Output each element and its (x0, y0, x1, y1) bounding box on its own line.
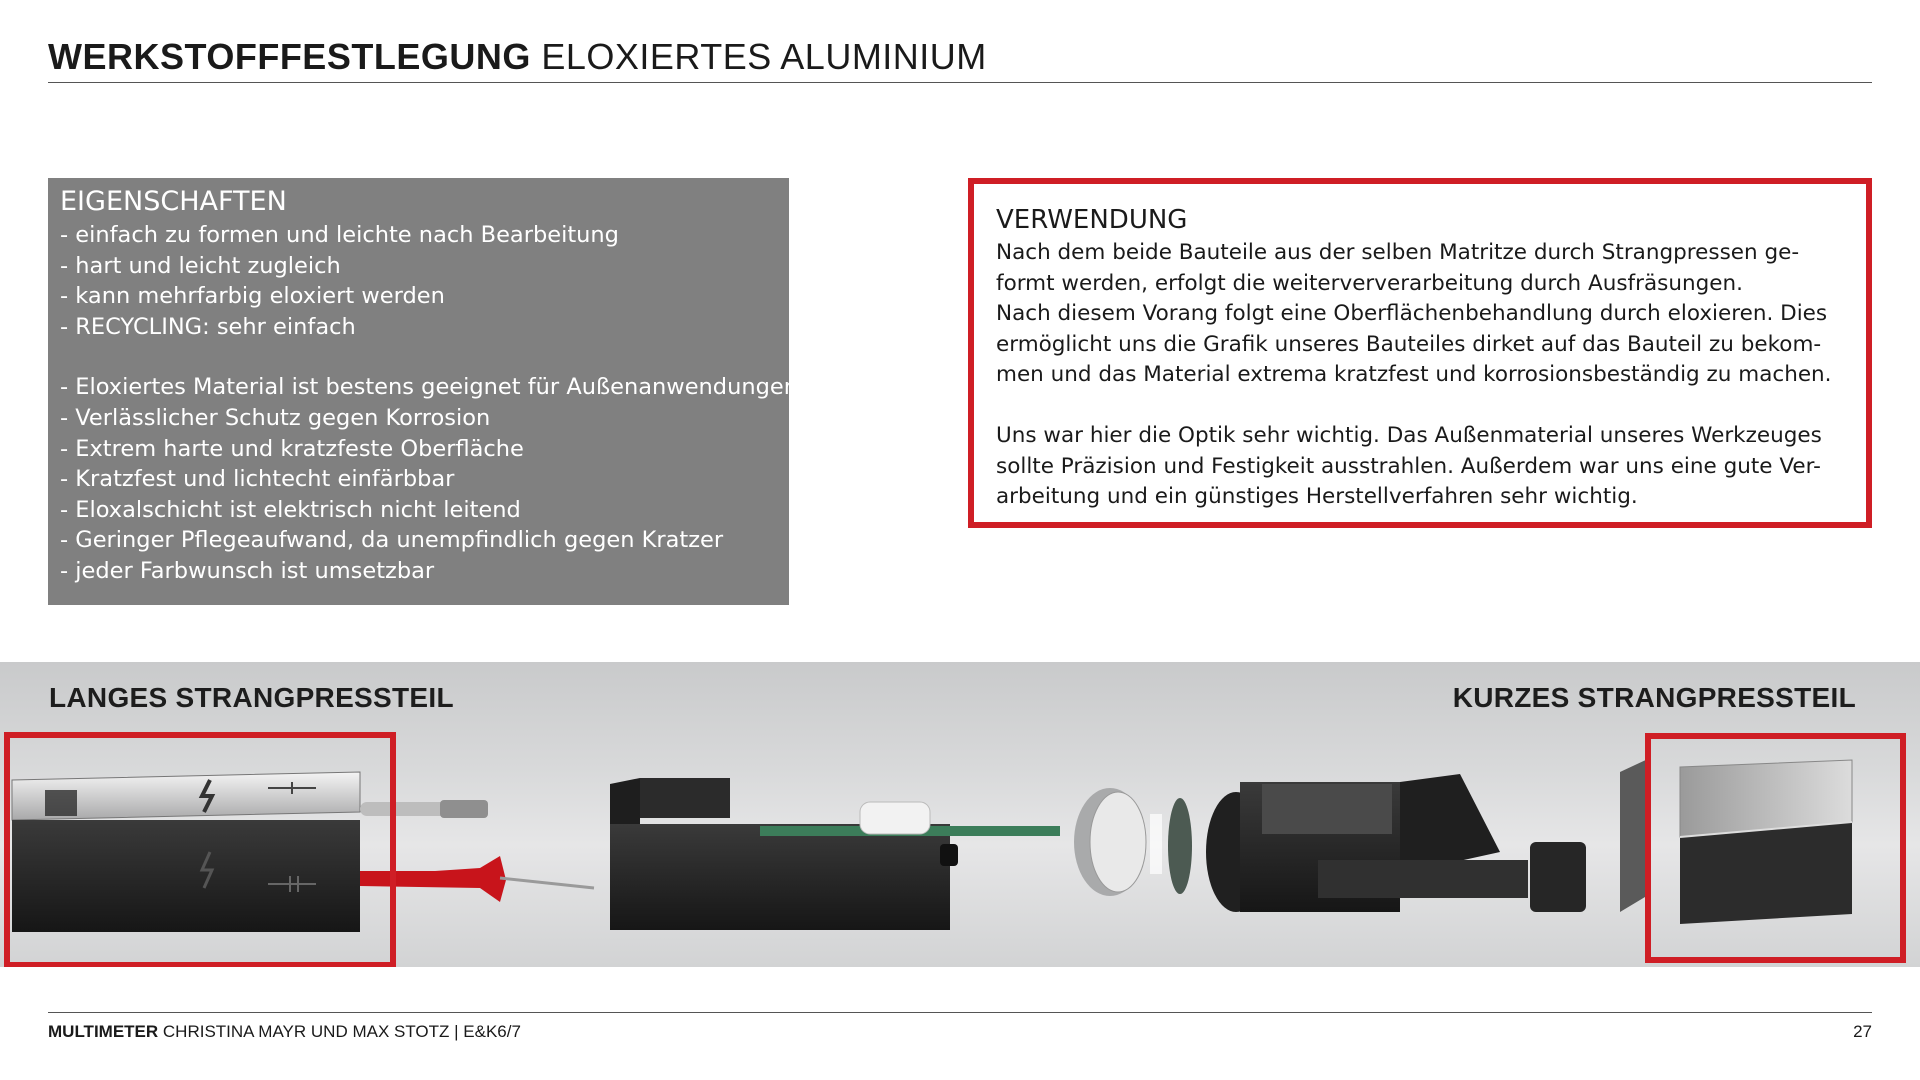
properties-item: - Geringer Pflegeaufwand, da unempfindlich gegen Kratzer (60, 527, 724, 554)
usage-line: sollte Präzision und Festigkeit ausstrahlen. Außerdem war uns eine gute Ver- (996, 453, 1821, 479)
properties-item: - jeder Farbwunsch ist umsetzbar (60, 557, 435, 584)
usage-panel (968, 178, 1872, 528)
properties-item: - kann mehrfarbig eloxiert werden (60, 283, 445, 310)
usage-line: arbeitung und ein günstiges Herstellverfahren sehr wichtig. (996, 484, 1638, 510)
properties-item: - hart und leicht zugleich (60, 252, 341, 279)
page-title (48, 36, 987, 78)
usage-line: formt werden, erfolgt die weiterververarbeitung durch Ausfräsungen. (996, 270, 1743, 296)
footer-authors: CHRISTINA MAYR UND MAX STOTZ | E&K6/7 (162, 1022, 521, 1041)
usage-line: Nach diesem Vorang folgt eine Oberflächenbehandlung durch eloxieren. Dies (996, 301, 1828, 327)
properties-item: - Eloxalschicht ist elektrisch nicht leitend (60, 496, 521, 523)
properties-item: - Verlässlicher Schutz gegen Korrosion (60, 404, 491, 431)
footer-credits (48, 1022, 521, 1042)
exploded-view-render (0, 662, 1920, 967)
properties-item: - einfach zu formen und leichte nach Bearbeitung (60, 222, 619, 248)
display-module (1074, 788, 1192, 896)
rotary-switch-housing (1206, 774, 1586, 912)
properties-item: - RECYCLING: sehr einfach (60, 313, 356, 340)
usage-line: Uns war hier die Optik sehr wichtig. Das Außenmaterial unseres Werkzeuges (996, 422, 1822, 448)
short-extrusion-label: KURZES STRANGPRESSTEIL (1452, 682, 1856, 713)
long-extrusion-label: LANGES STRANGPRESSTEIL (49, 682, 454, 713)
footer-brand: MULTIMETER (48, 1022, 159, 1041)
usage-paragraph-design (996, 421, 1844, 513)
properties-item: - Kratzfest und lichtecht einfärbbar (60, 466, 455, 493)
page-title-light: ELOXIERTES ALUMINIUM (541, 36, 987, 77)
main-housing (610, 778, 1060, 930)
properties-list-anodized (60, 372, 798, 586)
usage-line: Nach dem beide Bauteile aus der selben Matritze durch Strangpressen ge- (996, 240, 1800, 265)
page-title-bold: WERKSTOFFFESTLEGUNG (48, 36, 531, 77)
properties-list-general (60, 220, 777, 342)
properties-item: - Extrem harte und kratzfeste Oberfläche (60, 435, 524, 462)
grey-probe-cable (360, 800, 488, 818)
long-extrusion-part (12, 772, 360, 932)
properties-panel (48, 178, 798, 605)
properties-item: - Eloxiertes Material ist bestens geeignet für Außenanwendungen (60, 374, 798, 401)
usage-paragraph-process (996, 238, 1844, 391)
footer-divider (48, 1012, 1872, 1013)
properties-heading: EIGENSCHAFTEN (60, 186, 287, 217)
page-number: 27 (1853, 1022, 1872, 1041)
header-divider (48, 82, 1872, 83)
short-extrusion-part (1620, 758, 1852, 924)
usage-line: men und das Material extrema kratzfest und korrosionsbeständig zu machen. (996, 362, 1832, 388)
usage-line: ermöglicht uns die Grafik unseres Bauteiles dirket auf das Bauteil zu bekom- (996, 331, 1822, 357)
usage-heading: VERWENDUNG (996, 205, 1188, 235)
